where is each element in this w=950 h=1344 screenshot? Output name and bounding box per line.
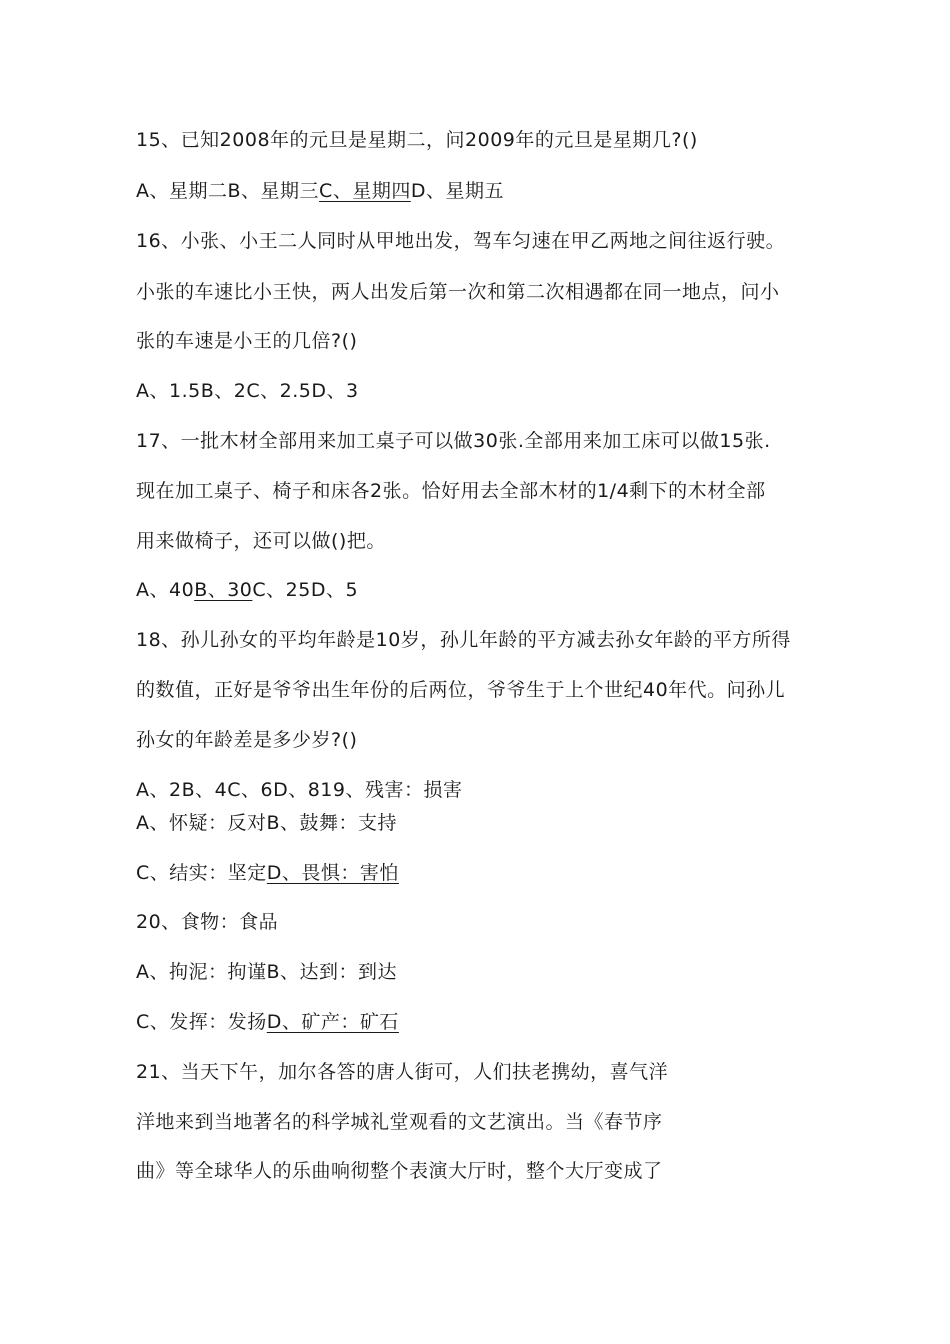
option-segment: A、40 — [136, 579, 195, 601]
question-15-options — [136, 179, 504, 203]
question-18-line-3 — [136, 728, 357, 752]
text-segment: 20、食物：食品 — [136, 911, 279, 933]
text-segment: 曲》等全球华人的乐曲响彻整个表演大厅时，整个大厅变成了 — [136, 1160, 663, 1182]
question-19-options-cd — [136, 861, 399, 885]
question-16-line-2 — [136, 280, 780, 304]
option-segment: A、怀疑：反对B、鼓舞：支持 — [136, 812, 398, 834]
question-15-text — [136, 128, 698, 152]
question-18-line-2 — [136, 678, 785, 702]
question-16-options — [136, 379, 359, 403]
question-20-text — [136, 910, 278, 934]
underlined-answer: D、矿产：矿石 — [266, 1011, 399, 1033]
question-17-line-1 — [136, 429, 771, 453]
question-21-line-3 — [136, 1159, 663, 1183]
question-20-options-ab — [136, 960, 397, 984]
underlined-answer: B、30 — [194, 579, 253, 601]
text-segment: 洋地来到当地著名的科学城礼堂观看的文艺演出。当《春节序 — [136, 1111, 663, 1133]
question-19-options-ab — [136, 811, 397, 835]
question-16-line-3 — [136, 329, 357, 353]
text-segment: 张的车速是小王的几倍?() — [136, 330, 358, 352]
option-segment: C、结实：坚定 — [136, 862, 267, 884]
text-segment: 现在加工桌子、椅子和床各2张。恰好用去全部木材的1/4剩下的木材全部 — [136, 480, 766, 502]
question-17-line-2 — [136, 479, 766, 503]
option-segment: A、星期二B、星期三 — [136, 180, 320, 202]
underlined-answer: C、星期四 — [319, 180, 411, 202]
option-segment: A、1.5B、2C、2.5D、3 — [136, 380, 359, 402]
option-segment: C、发挥：发扬 — [136, 1011, 267, 1033]
option-segment: C、25D、5 — [252, 579, 359, 601]
question-16-line-1 — [136, 229, 785, 253]
question-17-options — [136, 578, 358, 602]
question-21-line-1 — [136, 1060, 668, 1084]
question-18-line-1 — [136, 628, 791, 652]
question-20-options-cd — [136, 1010, 399, 1034]
option-segment: A、2B、4C、6D、819、残害：损害 — [136, 779, 463, 801]
text-segment: 的数值，正好是爷爷出生年份的后两位，爷爷生于上个世纪40年代。问孙儿 — [136, 679, 786, 701]
text-segment: 18、孙儿孙女的平均年龄是10岁，孙儿年龄的平方减去孙女年龄的平方所得 — [136, 629, 791, 651]
underlined-answer: D、畏惧：害怕 — [266, 862, 399, 884]
text-segment: 21、当天下午，加尔各答的唐人街可，人们扶老携幼，喜气洋 — [136, 1061, 669, 1083]
text-segment: 小张的车速比小王快，两人出发后第一次和第二次相遇都在同一地点，问小 — [136, 281, 780, 303]
text-segment: 孙女的年龄差是多少岁?() — [136, 729, 358, 751]
text-segment: 用来做椅子，还可以做()把。 — [136, 530, 386, 552]
text-segment: 16、小张、小王二人同时从甲地出发，驾车匀速在甲乙两地之间往返行驶。 — [136, 230, 786, 252]
text-segment: 15、已知2008年的元旦是星期二，问2009年的元旦是星期几?() — [136, 129, 698, 151]
text-segment: 17、一批木材全部用来加工桌子可以做30张.全部用来加工床可以做15张. — [136, 430, 771, 452]
question-21-line-2 — [136, 1110, 663, 1134]
question-18-options — [136, 778, 462, 802]
option-segment: D、星期五 — [410, 180, 504, 202]
option-segment: A、拘泥：拘谨B、达到：到达 — [136, 961, 398, 983]
question-17-line-3 — [136, 529, 386, 553]
